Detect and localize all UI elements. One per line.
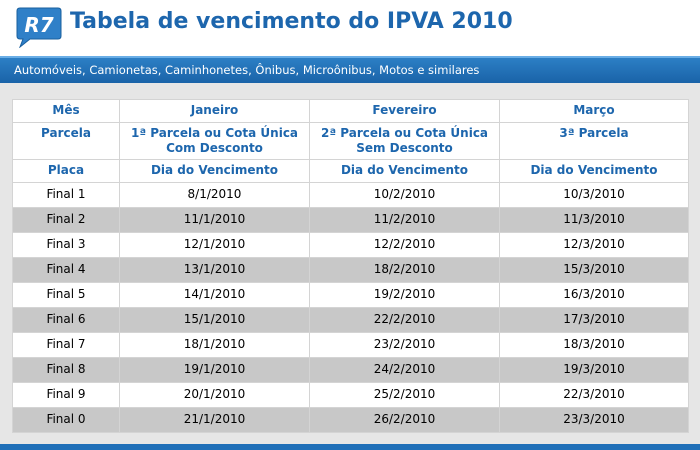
due-date-cell: 11/3/2010: [500, 208, 689, 233]
table-row: [13, 358, 689, 383]
due-date-cell: 25/2/2010: [310, 383, 500, 408]
table-row: [13, 208, 689, 233]
due-date-cell: 23/2/2010: [310, 333, 500, 358]
parcel-2: 2ª Parcela ou Cota Única Sem Desconto: [310, 123, 500, 160]
table-row: [13, 408, 689, 433]
plate-header: Placa: [13, 160, 120, 183]
parcel-header-row: [13, 123, 689, 160]
ipva-due-date-table: [12, 99, 689, 433]
vehicle-categories-subtitle: Automóveis, Camionetas, Caminhonetes, Ônibus, Microônibus, Motos e similares: [14, 63, 480, 77]
plate-cell: Final 5: [13, 283, 120, 308]
month-label: Mês: [13, 100, 120, 123]
plate-cell: Final 1: [13, 183, 120, 208]
due-date-cell: 12/3/2010: [500, 233, 689, 258]
table-row: [13, 258, 689, 283]
bottom-bar: [0, 444, 700, 450]
parcel-label: Parcela: [13, 123, 120, 160]
table-row: [13, 283, 689, 308]
month-february: Fevereiro: [310, 100, 500, 123]
due-date-cell: 12/2/2010: [310, 233, 500, 258]
parcel-1: 1ª Parcela ou Cota Única Com Desconto: [120, 123, 310, 160]
plate-cell: Final 0: [13, 408, 120, 433]
due-date-cell: 17/3/2010: [500, 308, 689, 333]
table-row: [13, 233, 689, 258]
due-date-cell: 20/1/2010: [120, 383, 310, 408]
due-date-cell: 12/1/2010: [120, 233, 310, 258]
table-row: [13, 183, 689, 208]
due-day-header-3: Dia do Vencimento: [500, 160, 689, 183]
table-row: [13, 308, 689, 333]
month-january: Janeiro: [120, 100, 310, 123]
plate-cell: Final 3: [13, 233, 120, 258]
plate-cell: Final 7: [13, 333, 120, 358]
due-date-cell: 13/1/2010: [120, 258, 310, 283]
due-date-cell: 8/1/2010: [120, 183, 310, 208]
svg-text:R7: R7: [24, 13, 54, 37]
subtitle-bar: [0, 56, 700, 83]
due-date-cell: 26/2/2010: [310, 408, 500, 433]
header: [0, 0, 700, 56]
due-date-cell: 19/1/2010: [120, 358, 310, 383]
plate-cell: Final 4: [13, 258, 120, 283]
plate-cell: Final 8: [13, 358, 120, 383]
due-date-cell: 22/3/2010: [500, 383, 689, 408]
due-date-cell: 10/2/2010: [310, 183, 500, 208]
due-date-cell: 18/1/2010: [120, 333, 310, 358]
month-header-row: [13, 100, 689, 123]
due-day-header-1: Dia do Vencimento: [120, 160, 310, 183]
due-date-cell: 21/1/2010: [120, 408, 310, 433]
plate-cell: Final 9: [13, 383, 120, 408]
table-row: [13, 383, 689, 408]
due-date-cell: 19/3/2010: [500, 358, 689, 383]
due-day-header-2: Dia do Vencimento: [310, 160, 500, 183]
due-date-cell: 14/1/2010: [120, 283, 310, 308]
due-date-cell: 10/3/2010: [500, 183, 689, 208]
r7-logo: [14, 6, 62, 48]
due-date-cell: 16/3/2010: [500, 283, 689, 308]
due-date-cell: 11/2/2010: [310, 208, 500, 233]
due-date-cell: 23/3/2010: [500, 408, 689, 433]
parcel-3: 3ª Parcela: [500, 123, 689, 160]
due-date-cell: 11/1/2010: [120, 208, 310, 233]
plate-cell: Final 6: [13, 308, 120, 333]
due-date-cell: 18/3/2010: [500, 333, 689, 358]
month-march: Março: [500, 100, 689, 123]
page-title: Tabela de vencimento do IPVA 2010: [70, 9, 513, 34]
due-date-cell: 19/2/2010: [310, 283, 500, 308]
due-date-cell: 18/2/2010: [310, 258, 500, 283]
due-date-cell: 22/2/2010: [310, 308, 500, 333]
table-row: [13, 333, 689, 358]
due-date-cell: 24/2/2010: [310, 358, 500, 383]
due-date-cell: 15/3/2010: [500, 258, 689, 283]
due-date-cell: 15/1/2010: [120, 308, 310, 333]
column-header-row: [13, 160, 689, 183]
plate-cell: Final 2: [13, 208, 120, 233]
table-body: [13, 183, 689, 433]
